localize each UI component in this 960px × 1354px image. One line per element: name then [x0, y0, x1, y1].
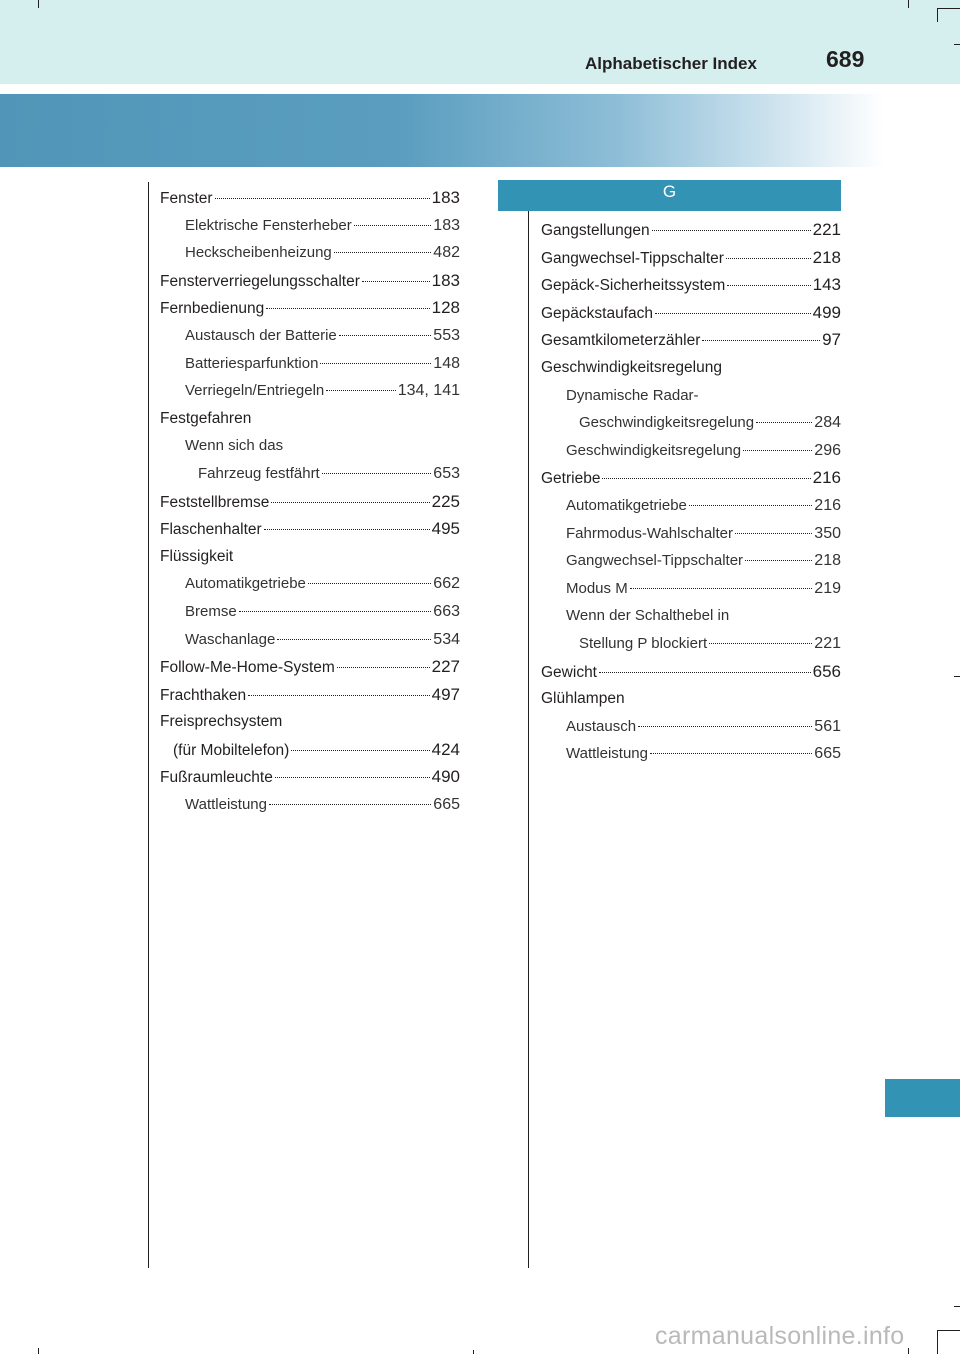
- index-entry: [160, 184, 460, 212]
- index-entry: [541, 464, 841, 492]
- index-entry: [160, 543, 460, 571]
- dot-leader: [745, 560, 812, 561]
- index-entry-label: Feststellbremse: [160, 493, 270, 511]
- index-entry: [160, 350, 460, 378]
- crop-mark: [954, 1306, 960, 1307]
- index-entry-label: Automatikgetriebe: [566, 496, 687, 514]
- index-entry-page[interactable]: 218: [812, 247, 841, 267]
- index-entry: [160, 763, 460, 791]
- index-entry-label: Frachthaken: [160, 686, 247, 704]
- index-entry-label: Austausch: [566, 717, 637, 735]
- index-entry-label: Gepäck-Sicherheitssystem: [541, 277, 726, 295]
- index-entry: [160, 791, 460, 819]
- index-entry: [160, 267, 460, 295]
- index-entry-label: Stellung P blockiert: [579, 634, 708, 652]
- index-entry-label: Gewicht: [541, 663, 597, 681]
- index-entry: [160, 294, 460, 322]
- index-entry-page[interactable]: 553: [433, 326, 460, 344]
- dot-leader: [650, 753, 812, 754]
- index-entry-label: Fensterverriegelungsschalter: [160, 272, 360, 290]
- index-entry-page[interactable]: 183: [431, 188, 460, 207]
- index-entry-label: Dynamische Radar-: [566, 386, 699, 404]
- index-entry: [160, 598, 460, 626]
- index-column-left: [160, 184, 460, 819]
- dot-leader: [709, 643, 812, 644]
- index-entry-page[interactable]: 656: [812, 661, 841, 681]
- crop-mark: [937, 1330, 938, 1354]
- index-entry-label: Modus M: [566, 579, 628, 597]
- index-entry-label: Follow-Me-Home-System: [160, 659, 335, 677]
- index-entry-label: Geschwindigkeitsregelung: [541, 358, 722, 376]
- index-entry-page[interactable]: 424: [431, 739, 460, 759]
- page-number: 689: [826, 46, 865, 72]
- index-entry-page[interactable]: 143: [812, 275, 841, 295]
- dot-leader: [638, 726, 812, 727]
- index-entry: [160, 432, 460, 460]
- index-entry-page[interactable]: 97: [822, 330, 841, 350]
- index-entry-page[interactable]: 495: [431, 519, 460, 539]
- index-entry-page[interactable]: 148: [433, 354, 460, 372]
- dot-leader: [743, 450, 812, 451]
- index-entry-label: Verriegeln/Entriegeln: [185, 382, 325, 400]
- index-entry: [541, 658, 841, 686]
- index-entry-page[interactable]: 218: [814, 552, 841, 570]
- crop-mark: [908, 1348, 909, 1354]
- index-entry-page[interactable]: 225: [431, 491, 460, 511]
- index-entry: [160, 322, 460, 350]
- index-entry-label: Fahrzeug festfährt: [198, 464, 320, 482]
- index-entry: [160, 239, 460, 267]
- crop-mark: [937, 1330, 960, 1331]
- index-entry: [541, 685, 841, 713]
- dot-leader: [652, 230, 811, 231]
- dot-leader: [726, 258, 811, 259]
- index-entry-label: Wattleistung: [566, 745, 648, 763]
- dot-leader: [602, 478, 810, 479]
- index-entry-label: Geschwindigkeitsregelung: [579, 414, 755, 432]
- index-entry: [541, 216, 841, 244]
- index-entry: [541, 326, 841, 354]
- index-entry-page[interactable]: 534: [433, 630, 460, 648]
- header-band: [0, 0, 960, 84]
- index-entry-label: Glühlampen: [541, 690, 625, 708]
- index-entry-page[interactable]: 497: [431, 684, 460, 704]
- dot-leader: [264, 529, 430, 530]
- column-divider-left: [148, 182, 149, 1268]
- index-entry-page[interactable]: 227: [431, 657, 460, 677]
- index-entry-label: Fußraumleuchte: [160, 769, 273, 787]
- index-entry: [541, 547, 841, 575]
- index-entry-label: Austausch der Batterie: [185, 326, 337, 344]
- column-divider-right: [528, 182, 529, 1268]
- index-entry: [541, 630, 841, 658]
- dot-leader: [702, 340, 820, 341]
- index-entry: [541, 271, 841, 299]
- index-entry: [160, 653, 460, 681]
- index-entry: [541, 354, 841, 382]
- index-entry-label: Gangwechsel-Tippschalter: [566, 552, 744, 570]
- index-entry-label: Gesamtkilometerzähler: [541, 332, 701, 350]
- index-entry-label: Waschanlage: [185, 630, 276, 648]
- dot-leader: [735, 533, 812, 534]
- dot-leader: [308, 583, 431, 584]
- dot-leader: [337, 667, 430, 668]
- index-entry-page[interactable]: 134, 141: [397, 382, 460, 400]
- index-entry-page[interactable]: 665: [814, 745, 841, 763]
- dot-leader: [354, 225, 432, 226]
- index-entry-label: Getriebe: [541, 470, 601, 488]
- index-entry-label: Gangstellungen: [541, 222, 650, 239]
- dot-leader: [239, 611, 432, 612]
- index-entry-page[interactable]: 128: [431, 298, 460, 318]
- index-entry-page[interactable]: 221: [812, 220, 841, 239]
- index-entry: [541, 520, 841, 548]
- dot-leader: [322, 473, 432, 474]
- crop-mark: [937, 8, 938, 22]
- crop-mark: [954, 676, 960, 677]
- index-entry-page[interactable]: 221: [814, 634, 841, 652]
- index-entry-page[interactable]: 665: [433, 796, 460, 814]
- index-entry: [541, 575, 841, 603]
- index-entry-label: Gangwechsel-Tippschalter: [541, 249, 724, 267]
- dot-leader: [271, 502, 429, 503]
- dot-leader: [655, 313, 811, 314]
- dot-leader: [269, 804, 431, 805]
- watermark: carmanualsonline.info: [655, 1322, 905, 1350]
- index-entry: [541, 382, 841, 410]
- index-entry-label: Automatikgetriebe: [185, 575, 306, 593]
- index-entry: [160, 212, 460, 240]
- index-entry-label: Festgefahren: [160, 409, 252, 427]
- index-column-right: [541, 216, 841, 768]
- dot-leader: [689, 505, 812, 506]
- index-entry-page[interactable]: 216: [814, 496, 841, 514]
- dot-leader: [339, 335, 432, 336]
- index-entry-label: Fahrmodus-Wahlschalter: [566, 524, 733, 542]
- index-entry-page[interactable]: 662: [433, 575, 460, 593]
- index-entry: [541, 740, 841, 768]
- index-entry-page[interactable]: 219: [814, 579, 841, 597]
- index-entry: [160, 681, 460, 709]
- index-entry-page[interactable]: 216: [812, 468, 841, 488]
- index-entry-page[interactable]: 296: [814, 441, 841, 459]
- index-entry-page[interactable]: 499: [812, 302, 841, 322]
- dot-leader: [630, 588, 813, 589]
- dot-leader: [599, 672, 811, 673]
- index-entry: [541, 299, 841, 327]
- index-entry-label: Fenster: [160, 190, 213, 207]
- section-header-g: G: [498, 180, 841, 211]
- crop-mark: [937, 8, 960, 9]
- index-entry-label: Bremse: [185, 602, 237, 620]
- crop-mark: [954, 44, 960, 45]
- index-entry: [160, 736, 460, 764]
- dot-leader: [727, 285, 810, 286]
- gradient-banner: [0, 94, 884, 167]
- index-entry: [541, 437, 841, 465]
- index-entry-label: Wenn der Schalthebel in: [566, 607, 730, 625]
- index-entry-page[interactable]: 663: [433, 602, 460, 620]
- index-entry: [160, 570, 460, 598]
- index-entry: [160, 460, 460, 488]
- crop-mark: [908, 0, 909, 8]
- dot-leader: [275, 777, 430, 778]
- index-entry-label: Gepäckstaufach: [541, 304, 654, 322]
- index-entry-page[interactable]: 653: [433, 464, 460, 482]
- index-entry-page[interactable]: 482: [433, 244, 460, 262]
- dot-leader: [362, 281, 430, 282]
- index-entry-page[interactable]: 183: [433, 216, 460, 234]
- dot-leader: [266, 308, 429, 309]
- index-entry: [160, 708, 460, 736]
- dot-leader: [326, 390, 395, 391]
- index-entry: [160, 515, 460, 543]
- index-entry-label: Flaschenhalter: [160, 521, 262, 539]
- index-entry-label: Geschwindigkeitsregelung: [566, 441, 742, 459]
- index-entry-label: Batteriesparfunktion: [185, 354, 319, 372]
- index-entry: [160, 377, 460, 405]
- index-entry: [541, 602, 841, 630]
- crop-mark: [38, 1348, 39, 1354]
- index-entry-page[interactable]: 183: [431, 270, 460, 290]
- index-entry: [160, 488, 460, 516]
- index-entry-label: Flüssigkeit: [160, 547, 234, 565]
- crop-mark: [38, 0, 39, 8]
- index-entry-label: (für Mobiltelefon): [173, 741, 290, 759]
- index-entry-label: Fernbedienung: [160, 300, 265, 318]
- index-entry-label: Heckscheibenheizung: [185, 244, 332, 262]
- page-title: Alphabetischer Index: [585, 54, 757, 73]
- dot-leader: [756, 422, 812, 423]
- index-entry-page[interactable]: 561: [814, 717, 841, 735]
- index-entry: [541, 492, 841, 520]
- index-entry-label: Wenn sich das: [185, 437, 284, 455]
- index-entry-label: Wattleistung: [185, 796, 267, 814]
- index-entry: [541, 409, 841, 437]
- dot-leader: [334, 252, 432, 253]
- index-entry: [541, 244, 841, 272]
- dot-leader: [291, 750, 429, 751]
- index-entry: [160, 626, 460, 654]
- index-entry-page[interactable]: 490: [431, 767, 460, 787]
- dot-leader: [320, 363, 431, 364]
- index-entry: [541, 713, 841, 741]
- chapter-tab[interactable]: [885, 1079, 960, 1117]
- index-entry-label: Freisprechsystem: [160, 713, 283, 731]
- dot-leader: [277, 639, 431, 640]
- dot-leader: [248, 695, 429, 696]
- dot-leader: [215, 198, 430, 199]
- index-entry-page[interactable]: 284: [814, 414, 841, 432]
- index-entry: [160, 405, 460, 433]
- index-entry-page[interactable]: 350: [814, 524, 841, 542]
- crop-mark: [473, 1350, 474, 1354]
- index-entry-label: Elektrische Fensterheber: [185, 216, 352, 234]
